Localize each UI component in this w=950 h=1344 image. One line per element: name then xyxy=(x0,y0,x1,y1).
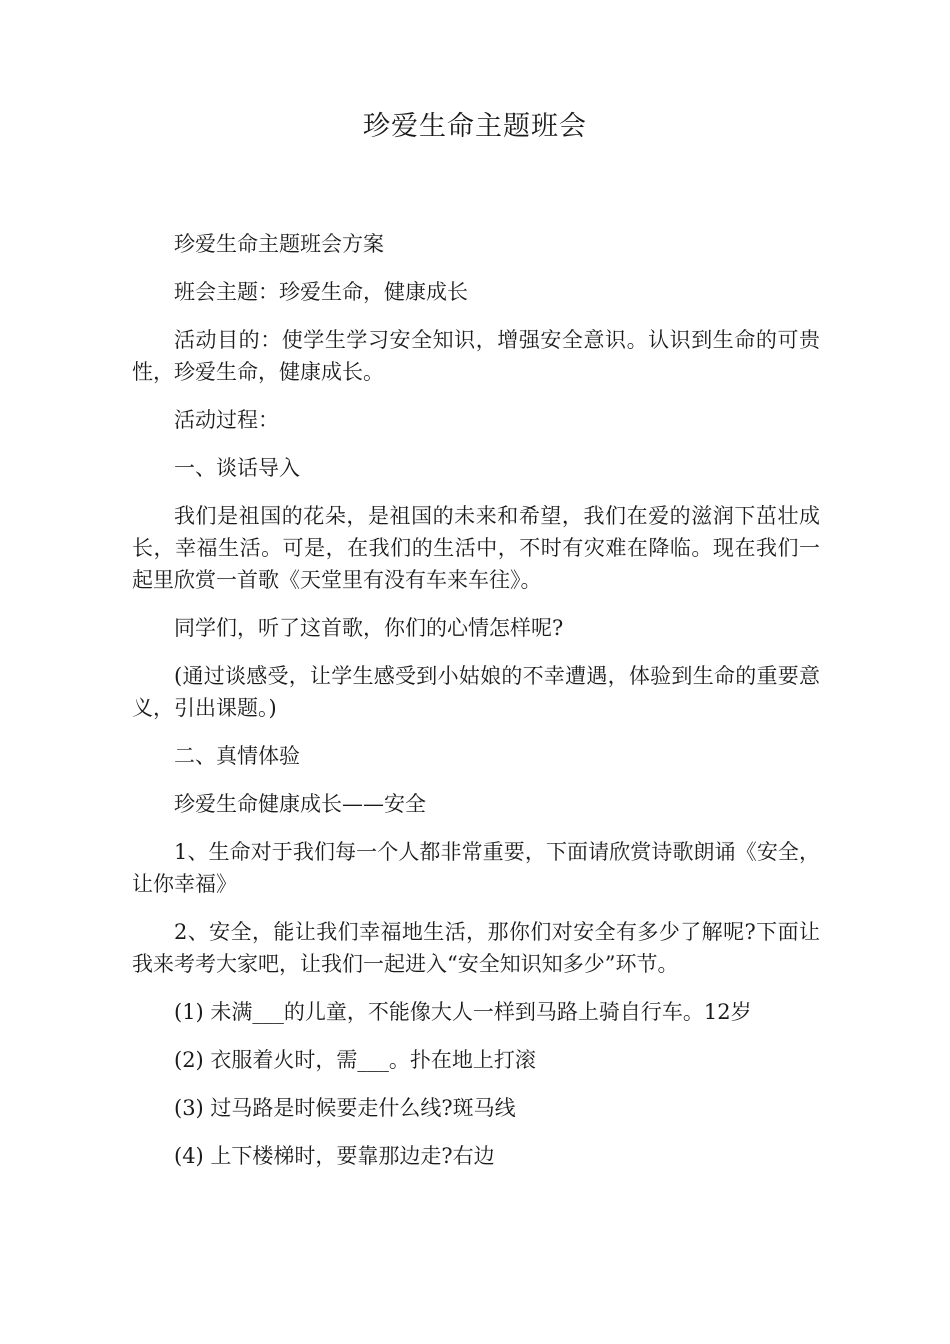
paragraph-item-2: 2、安全，能让我们幸福地生活，那你们对安全有多少了解呢?下面让我来考考大家吧，让我们一起进入“安全知识知多少”环节。 xyxy=(132,920,820,976)
paragraph-item-1: 1、生命对于我们每一个人都非常重要，下面请欣赏诗歌朗诵《安全，让你幸福》 xyxy=(132,840,820,896)
quiz-item-2: (2) 衣服着火时，需___。扑在地上打滚 xyxy=(174,1048,536,1072)
paragraph-note: (通过谈感受，让学生感受到小姑娘的不幸遭遇，体验到生命的重要意义，引出课题。) xyxy=(132,664,820,720)
quiz-item-4: (4) 上下楼梯时，要靠那边走?右边 xyxy=(174,1144,495,1168)
document-body xyxy=(132,228,820,1188)
paragraph-question: 同学们，听了这首歌，你们的心情怎样呢? xyxy=(174,616,564,640)
document-title: 珍爱生命主题班会 xyxy=(363,111,587,142)
section-heading-intro: 一、谈话导入 xyxy=(174,456,300,480)
paragraph-subtitle-safety: 珍爱生命健康成长——安全 xyxy=(174,792,426,816)
quiz-item-3: (3) 过马路是时候要走什么线?斑马线 xyxy=(174,1096,516,1120)
paragraph-purpose: 活动目的：使学生学习安全知识，增强安全意识。认识到生命的可贵性，珍爱生命，健康成长。 xyxy=(132,328,820,384)
quiz-item-1: (1) 未满___的儿童，不能像大人一样到马路上骑自行车。12岁 xyxy=(174,1000,752,1024)
paragraph-process-heading: 活动过程： xyxy=(174,408,279,432)
section-heading-experience: 二、真情体验 xyxy=(174,744,300,768)
paragraph-theme: 班会主题：珍爱生命，健康成长 xyxy=(174,280,468,304)
paragraph-intro-text: 我们是祖国的花朵，是祖国的未来和希望，我们在爱的滋润下茁壮成长，幸福生活。可是，在我们的生活中，不时有灾难在降临。现在我们一起里欣赏一首歌《天堂里有没有车来车往》。 xyxy=(132,504,820,592)
paragraph-plan-title: 珍爱生命主题班会方案 xyxy=(174,232,384,256)
